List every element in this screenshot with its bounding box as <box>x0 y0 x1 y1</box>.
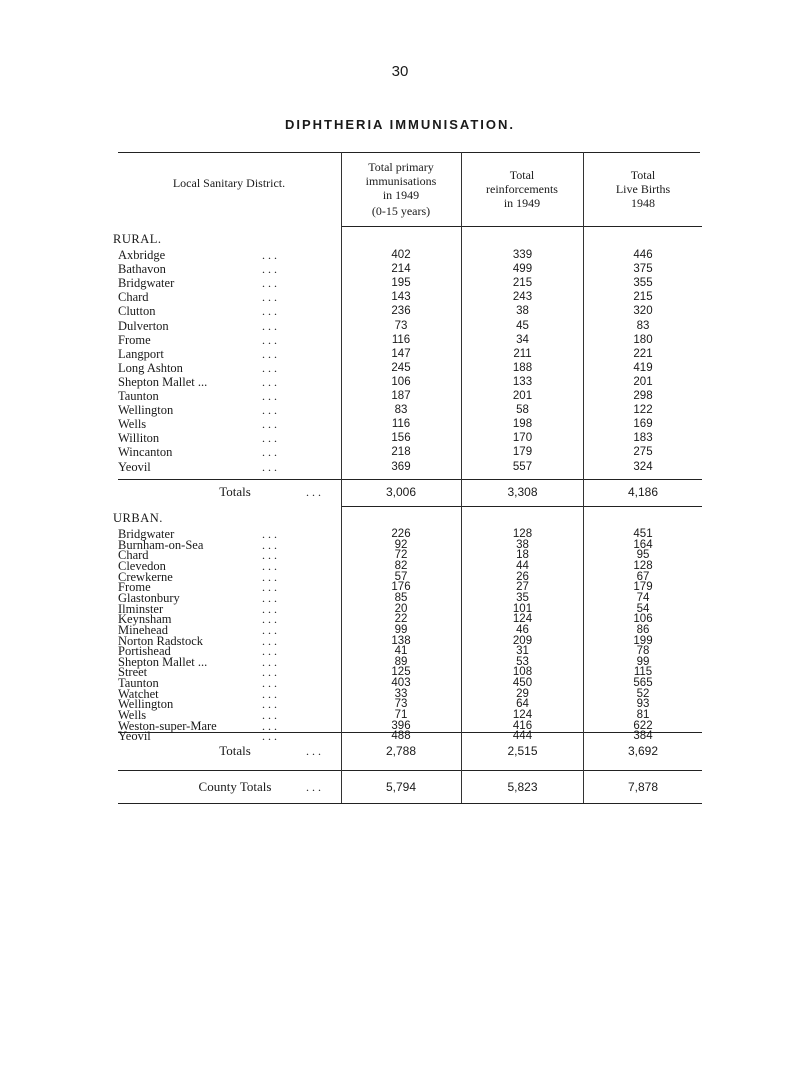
leader-dots: ... <box>262 569 280 584</box>
live-births-count: 180 <box>633 333 653 346</box>
live-births-count: 83 <box>636 319 650 332</box>
primary-count: 226 <box>391 528 411 540</box>
leader-dots: ... <box>262 445 280 460</box>
reinforcement-count: 499 <box>512 263 533 276</box>
primary-count: 402 <box>391 249 411 261</box>
district-name: Clevedon <box>118 558 166 573</box>
totals-reinforcements: 2,515 <box>507 744 538 758</box>
header-primary <box>342 160 460 218</box>
live-births-count: 221 <box>633 347 653 360</box>
header-reinforcements-line: reinforcements <box>486 182 558 196</box>
leader-dots: ... <box>262 417 280 432</box>
primary-count: 33 <box>394 687 408 700</box>
primary-count: 138 <box>391 634 411 647</box>
reinforcement-count: 53 <box>516 655 529 668</box>
reinforcement-count: 108 <box>512 666 533 679</box>
leader-dots: ... <box>262 304 280 319</box>
primary-count: 73 <box>394 698 408 711</box>
district-name: Bridgwater <box>118 527 175 541</box>
live-births-count: 622 <box>633 719 653 732</box>
district-name: Chard <box>118 290 149 305</box>
district-name: Watchet <box>118 686 159 701</box>
county-totals-label: County Totals <box>198 779 272 794</box>
primary-count: 89 <box>394 655 408 668</box>
header-births-line: Total <box>630 168 656 182</box>
header-primary-line: immunisations <box>365 174 437 188</box>
reinforcement-count: 416 <box>512 719 533 732</box>
table-top-rule <box>118 152 700 153</box>
live-births-count: 419 <box>633 361 653 374</box>
header-reinforcements-line: Total <box>509 168 535 182</box>
live-births-count: 446 <box>633 249 653 261</box>
live-births-count: 169 <box>633 418 653 431</box>
district-name: Wellington <box>118 697 174 712</box>
district-name: Crewkerne <box>118 569 173 584</box>
reinforcement-count: 450 <box>512 677 533 690</box>
reinforcement-count: 31 <box>516 645 529 658</box>
district-name: Minehead <box>118 622 168 637</box>
leader-dots: ... <box>262 276 280 291</box>
district-name: Axbridge <box>118 248 166 262</box>
header-reinforcements <box>462 168 582 210</box>
live-births-count: 384 <box>633 730 653 743</box>
section-label-urban: URBAN. <box>113 511 163 525</box>
reinforcement-count: 557 <box>512 460 533 473</box>
table-row <box>0 459 800 475</box>
reinforcement-count: 170 <box>512 432 533 445</box>
live-births-count: 54 <box>636 602 650 615</box>
reinforcement-count: 179 <box>512 446 533 459</box>
totals-label: Totals <box>219 743 251 758</box>
primary-count: 82 <box>394 559 408 572</box>
header-births-line: Live Births <box>615 182 671 196</box>
header-district-text: Local Sanitary District. <box>172 176 286 190</box>
leader-dots: ... <box>306 744 324 758</box>
county-totals-row <box>0 778 800 796</box>
live-births-count: 106 <box>633 613 653 626</box>
live-births-count: 93 <box>636 698 650 711</box>
district-name: Taunton <box>118 389 159 403</box>
reinforcement-count: 58 <box>516 404 529 417</box>
header-primary-line: Total primary <box>368 160 434 174</box>
live-births-count: 164 <box>633 538 653 551</box>
reinforcement-count: 46 <box>516 623 529 636</box>
leader-dots: ... <box>262 633 280 648</box>
live-births-count: 95 <box>636 549 650 562</box>
district-name: Frome <box>118 332 151 347</box>
district-name: Wells <box>118 417 147 432</box>
leader-dots: ... <box>262 318 280 333</box>
district-name: Portishead <box>118 644 171 659</box>
district-name: Glastonbury <box>118 590 180 605</box>
reinforcement-count: 38 <box>516 305 529 318</box>
leader-dots: ... <box>262 580 280 595</box>
header-births-line: 1948 <box>631 196 655 210</box>
live-births-count: 565 <box>633 677 653 690</box>
primary-count: 125 <box>391 666 411 679</box>
reinforcement-count: 101 <box>512 602 533 615</box>
live-births-count: 215 <box>633 291 653 304</box>
live-births-count: 201 <box>633 375 653 388</box>
live-births-count: 199 <box>633 634 653 647</box>
primary-count: 73 <box>394 319 408 332</box>
leader-dots: ... <box>262 697 280 712</box>
leader-dots: ... <box>262 374 280 389</box>
rural-totals-top-rule <box>118 479 702 480</box>
header-rule <box>341 226 702 227</box>
primary-count: 20 <box>394 602 408 615</box>
leader-dots: ... <box>262 262 280 277</box>
leader-dots: ... <box>262 360 280 375</box>
leader-dots: ... <box>262 654 280 669</box>
county-totals-primary: 5,794 <box>385 780 417 794</box>
leader-dots: ... <box>262 708 280 723</box>
reinforcement-count: 18 <box>516 549 529 562</box>
leader-dots: ... <box>262 612 280 627</box>
reinforcement-count: 211 <box>513 347 532 360</box>
totals-births: 3,692 <box>627 744 659 758</box>
district-name: Burnham-on-Sea <box>118 537 204 552</box>
primary-count: 83 <box>394 404 408 417</box>
reinforcement-count: 215 <box>512 277 533 290</box>
district-name: Weston-super-Mare <box>118 718 217 733</box>
reinforcement-count: 29 <box>516 687 529 700</box>
urban-totals-row <box>0 742 800 760</box>
live-births-count: 86 <box>636 623 650 636</box>
live-births-count: 128 <box>633 559 653 572</box>
primary-count: 156 <box>391 432 411 445</box>
header-primary-line: (0-15 years) <box>371 204 431 218</box>
leader-dots: ... <box>262 644 280 659</box>
primary-count: 41 <box>394 645 408 658</box>
leader-dots: ... <box>262 718 280 733</box>
header-births <box>584 168 702 210</box>
reinforcement-count: 198 <box>512 418 533 431</box>
primary-count: 369 <box>391 460 411 473</box>
district-name: Langport <box>118 346 164 361</box>
reinforcement-count: 34 <box>516 333 529 346</box>
leader-dots: ... <box>262 601 280 616</box>
live-births-count: 275 <box>633 446 653 459</box>
primary-count: 116 <box>391 333 411 346</box>
leader-dots: ... <box>262 590 280 605</box>
live-births-count: 320 <box>633 305 653 318</box>
reinforcement-count: 201 <box>512 390 533 402</box>
district-name: Keynsham <box>118 612 172 627</box>
header-district <box>118 176 340 190</box>
reinforcement-count: 44 <box>516 559 529 572</box>
district-name: Yeovil <box>118 729 151 744</box>
totals-primary: 2,788 <box>385 744 417 758</box>
district-name: Street <box>118 665 148 680</box>
primary-count: 71 <box>394 709 408 722</box>
leader-dots: ... <box>262 622 280 637</box>
reinforcement-count: 339 <box>512 249 533 261</box>
live-births-count: 115 <box>633 666 653 679</box>
header-primary-line: in 1949 <box>382 188 420 202</box>
live-births-count: 324 <box>633 460 653 473</box>
leader-dots: ... <box>262 431 280 446</box>
reinforcement-count: 188 <box>512 361 533 374</box>
district-name: Wellington <box>118 403 174 418</box>
page-title: DIPHTHERIA IMMUNISATION. <box>285 117 515 132</box>
district-name: Chard <box>118 548 149 563</box>
live-births-count: 355 <box>633 277 653 290</box>
primary-count: 187 <box>391 390 411 402</box>
primary-count: 147 <box>391 347 411 360</box>
reinforcement-count: 64 <box>516 698 529 711</box>
leader-dots: ... <box>262 686 280 701</box>
live-births-count: 52 <box>636 687 650 700</box>
live-births-count: 179 <box>633 581 653 594</box>
primary-count: 396 <box>391 719 411 732</box>
leader-dots: ... <box>262 527 280 541</box>
reinforcement-count: 35 <box>516 591 529 604</box>
live-births-count: 81 <box>636 709 650 722</box>
district-name: Williton <box>118 431 160 446</box>
primary-count: 22 <box>394 613 408 626</box>
district-name: Wells <box>118 708 147 723</box>
leader-dots: ... <box>262 389 280 403</box>
leader-dots: ... <box>306 780 324 794</box>
primary-count: 106 <box>391 375 411 388</box>
reinforcement-count: 124 <box>512 709 533 722</box>
page-number: 30 <box>391 63 409 80</box>
leader-dots: ... <box>262 346 280 361</box>
primary-count: 488 <box>391 730 411 743</box>
rural-totals-row <box>0 483 800 501</box>
leader-dots: ... <box>262 332 280 347</box>
county-totals-reinforcements: 5,823 <box>507 780 538 794</box>
live-births-count: 99 <box>636 655 650 668</box>
district-name: Clutton <box>118 304 156 319</box>
leader-dots: ... <box>262 665 280 680</box>
primary-count: 218 <box>391 446 411 459</box>
primary-count: 143 <box>391 291 411 304</box>
leader-dots: ... <box>262 290 280 305</box>
primary-count: 245 <box>391 361 411 374</box>
leader-dots: ... <box>262 548 280 563</box>
live-births-count: 451 <box>633 528 653 540</box>
reinforcement-count: 45 <box>516 319 529 332</box>
district-name: Shepton Mallet ... <box>118 654 208 669</box>
primary-count: 85 <box>394 591 408 604</box>
reinforcement-count: 124 <box>512 613 533 626</box>
leader-dots: ... <box>262 459 280 474</box>
live-births-count: 122 <box>633 404 653 417</box>
leader-dots: ... <box>262 537 280 552</box>
leader-dots: ... <box>262 558 280 573</box>
primary-count: 195 <box>391 277 411 290</box>
reinforcement-count: 243 <box>512 291 533 304</box>
totals-reinforcements: 3,308 <box>507 485 538 499</box>
district-name: Bridgwater <box>118 276 175 291</box>
leader-dots: ... <box>262 248 280 262</box>
district-name: Shepton Mallet ... <box>118 374 208 389</box>
reinforcement-count: 133 <box>512 375 533 388</box>
reinforcement-count: 38 <box>516 538 529 551</box>
primary-count: 72 <box>394 549 408 562</box>
primary-count: 403 <box>391 677 411 690</box>
primary-count: 57 <box>394 570 408 583</box>
leader-dots: ... <box>262 729 280 744</box>
county-totals-births: 7,878 <box>627 780 659 794</box>
leader-dots: ... <box>262 403 280 418</box>
totals-label: Totals <box>219 484 251 499</box>
live-births-count: 74 <box>636 591 650 604</box>
rural-totals-bottom-rule <box>341 506 702 507</box>
district-name: Dulverton <box>118 318 169 333</box>
district-name: Long Ashton <box>118 360 183 375</box>
urban-totals-bottom-rule <box>118 770 702 771</box>
section-label-rural: RURAL. <box>113 232 162 246</box>
totals-births: 4,186 <box>627 485 659 499</box>
primary-count: 236 <box>391 305 411 318</box>
reinforcement-count: 128 <box>512 528 533 540</box>
district-name: Ilminster <box>118 601 164 616</box>
leader-dots: ... <box>262 676 280 691</box>
reinforcement-count: 209 <box>512 634 533 647</box>
live-births-count: 183 <box>633 432 653 445</box>
reinforcement-count: 26 <box>516 570 529 583</box>
district-name: Norton Radstock <box>118 633 204 648</box>
table-bottom-rule <box>118 803 702 804</box>
district-name: Frome <box>118 580 151 595</box>
reinforcement-count: 444 <box>512 730 533 743</box>
primary-count: 214 <box>391 263 411 276</box>
district-name: Yeovil <box>118 459 151 474</box>
header-reinforcements-line: in 1949 <box>503 196 541 210</box>
totals-primary: 3,006 <box>385 485 417 499</box>
primary-count: 116 <box>391 418 411 431</box>
primary-count: 92 <box>394 538 408 551</box>
district-name: Wincanton <box>118 445 173 460</box>
primary-count: 99 <box>394 623 408 636</box>
live-births-count: 375 <box>633 263 653 276</box>
district-name: Taunton <box>118 676 159 691</box>
reinforcement-count: 27 <box>516 581 529 594</box>
live-births-count: 67 <box>636 570 650 583</box>
live-births-count: 298 <box>633 390 653 402</box>
live-births-count: 78 <box>636 645 650 658</box>
leader-dots: ... <box>306 485 324 499</box>
district-name: Bathavon <box>118 262 166 277</box>
primary-count: 176 <box>391 581 411 594</box>
